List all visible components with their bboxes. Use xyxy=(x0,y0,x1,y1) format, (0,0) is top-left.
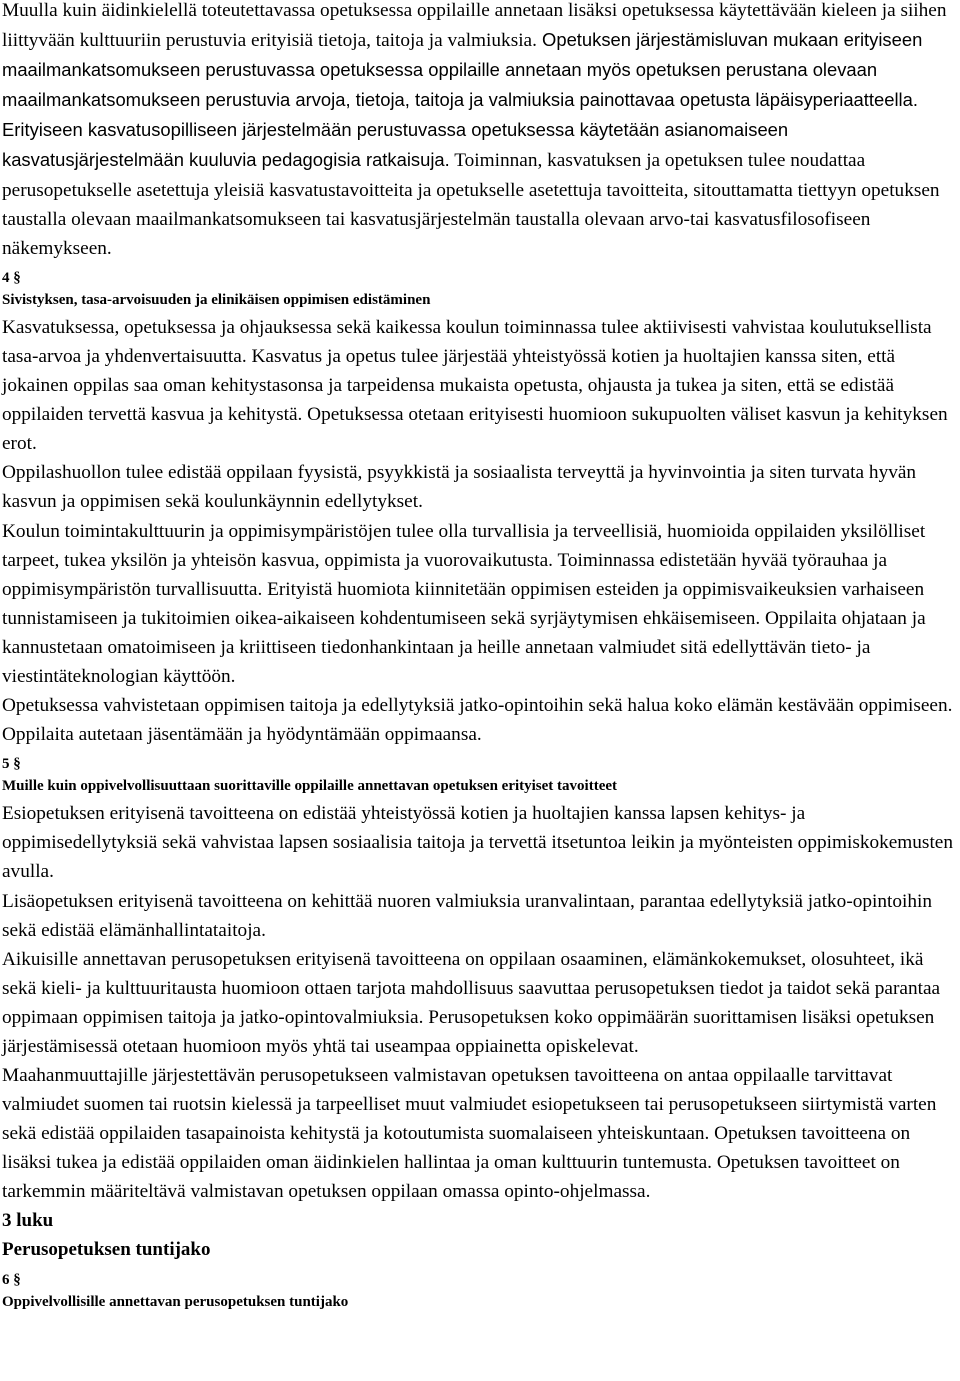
section-6-number: 6 § xyxy=(2,1271,21,1288)
document-page xyxy=(2,0,954,1315)
section-4-paragraph-2: Oppilashuollon tulee edistää oppilaan fyysistä, psyykkistä ja sosiaalista terveyttä ja hyvinvointia ja siten turvata hyvän kasvun ja oppimisen sekä koulunkäynnin edellytykset. xyxy=(2,462,917,513)
section-4-paragraph-3: Koulun toimintakulttuurin ja oppimisympäristöjen tulee olla turvallisia ja terveellisiä, huomioida oppilaiden yksilölliset tarpeet, tukea yksilön ja yhteisön kasvua, oppimista ja vuorovaikutusta. Toiminnassa edistetään hyvää työrauhaa ja oppimisympäristön turvallisuutta. Erityistä huomiota kiinnitetään oppimisen esteiden ja oppimisvaikeuksien varhaiseen tunnistamiseen ja tukitoimien oikea-aikaiseen kohdentumiseen sekä syrjäytymisen ehkäisemiseen. Oppilaita ohjataan ja kannustetaan omatoimiseen ja kriittiseen tiedonhankintaan ja heille annetaan valmiudet sitä edellyttävän tieto- ja viestintäteknologian käyttöön. xyxy=(2,520,926,687)
intro-paragraph xyxy=(2,0,954,263)
section-5-paragraph-1: Esiopetuksen erityisenä tavoitteena on edistää yhteistyössä kotien ja huoltajien kanssa lapsen kehitys- ja oppimisedellytyksiä sekä vahvistaa lapsen sosiaalisia taitoja ja tervettä itsetuntoa leikin ja myönteisten oppimiskokemusten avulla. xyxy=(2,803,953,883)
intro-text-sans: Opetuksen järjestämisluvan mukaan erityiseen maailmankatsomukseen perustuvassa opetuksessa oppilaille annetaan myös opetuksen perustana olevaan maailmankatsomukseen perustuvia arvoja, tietoja, taitoja ja valmiuksia painottavaa opetusta läpäisyperiaatteella. Erityiseen kasvatusopilliseen järjestelmään perustuvassa opetuksessa käytetään asianomaiseen kasvatusjärjestelmään kuuluvia pedagogisia ratkaisuja. xyxy=(2,29,923,171)
section-4-number: 4 § xyxy=(2,269,21,286)
intro-text-serif: Muulla kuin äidinkielellä toteutettavassa opetuksessa oppilaille annetaan lisäksi opetuksessa käytettävään kieleen ja siihen liittyvään kulttuuriin perustuvia erityisiä tietoja, taitoja ja valmiuksia. xyxy=(2,0,947,52)
section-5-paragraph-4: Maahanmuuttajille järjestettävän perusopetukseen valmistavan opetuksen tavoitteena on antaa oppilaalle tarvittavat valmiudet suomen tai ruotsin kielessä ja tarpeelliset muut valmiudet esiopetukseen tai perusopetukseen siirtymistä varten sekä edistää oppilaiden tasapainoista kehitystä ja kotoutumista suomalaiseen yhteiskuntaan. Opetuksen tavoitteena on lisäksi tukea ja edistää oppilaiden oman äidinkielen hallintaa ja oman kulttuurin tuntemusta. Opetuksen tavoitteet on tarkemmin määriteltävä valmistavan opetuksen oppilaan omassa opinto-ohjelmassa. xyxy=(2,1065,937,1203)
section-4-paragraph-4: Opetuksessa vahvistetaan oppimisen taitoja ja edellytyksiä jatko-opintoihin sekä halua koko elämän kestävään oppimiseen. Oppilaita autetaan jäsentämään ja hyödyntämään oppimaansa. xyxy=(2,695,953,746)
section-4-title: Sivistyksen, tasa-arvoisuuden ja elinikäisen oppimisen edistäminen xyxy=(2,291,431,308)
section-5-paragraph-3: Aikuisille annettavan perusopetuksen erityisenä tavoitteena on oppilaan osaaminen, elämänkokemukset, olosuhteet, ikä sekä kieli- ja kulttuuritausta huomioon ottaen tarjota mahdollisuus saavuttaa perusopetuksen tiedot ja taidot sekä parantaa oppimaan oppimisen taitoja ja jatko-opintovalmiuksia. Perusopetuksen koko oppimäärän suorittamisen lisäksi opetuksen järjestämisessä otetaan huomioon myös yhtä tai useampaa oppiainetta opiskelevat. xyxy=(2,948,941,1057)
section-5-title: Muille kuin oppivelvollisuuttaan suorittaville oppilaille annettavan opetuksen erityiset tavoitteet xyxy=(2,778,618,795)
section-4-paragraph-1: Kasvatuksessa, opetuksessa ja ohjauksessa sekä kaikessa koulun toiminnassa tulee aktiivisesti vahvistaa koulutuksellista tasa-arvoa ja yhdenvertaisuutta. Kasvatus ja opetus tulee järjestää yhteistyössä kotien ja huoltajien kanssa siten, että jokainen oppilas saa oman kehitystasonsa ja tarpeidensa mukaista opetusta, ohjausta ja tukea ja siten, että se edistää oppilaiden tervettä kasvua ja kehitystä. Opetuksessa otetaan erityisesti huomioon sukupuolten väliset kasvun ja kehityksen erot. xyxy=(2,316,948,455)
section-5-number: 5 § xyxy=(2,756,21,773)
section-6-title: Oppivelvollisille annettavan perusopetuksen tuntijako xyxy=(2,1293,349,1310)
chapter-3-title: Perusopetuksen tuntijako xyxy=(2,1238,211,1260)
section-5-paragraph-2: Lisäopetuksen erityisenä tavoitteena on kehittää nuoren valmiuksia uranvalintaan, parantaa edellytyksiä jatko-opintoihin sekä edistää elämänhallintataitoja. xyxy=(2,890,933,941)
chapter-3-number: 3 luku xyxy=(2,1209,54,1231)
intro-text-serif-end: Toiminnan, kasvatuksen ja opetuksen tulee noudattaa perusopetukselle asetettuja yleisiä kasvatustavoitteita ja opetukselle asetettuja tavoitteita, sitouttamatta tiettyyn opetuksen taustalla olevaan maailmankatsomukseen tai kasvatusjärjestelmän taustalla olevaan arvo-tai kasvatusfilosofiseen näkemykseen. xyxy=(2,150,940,259)
